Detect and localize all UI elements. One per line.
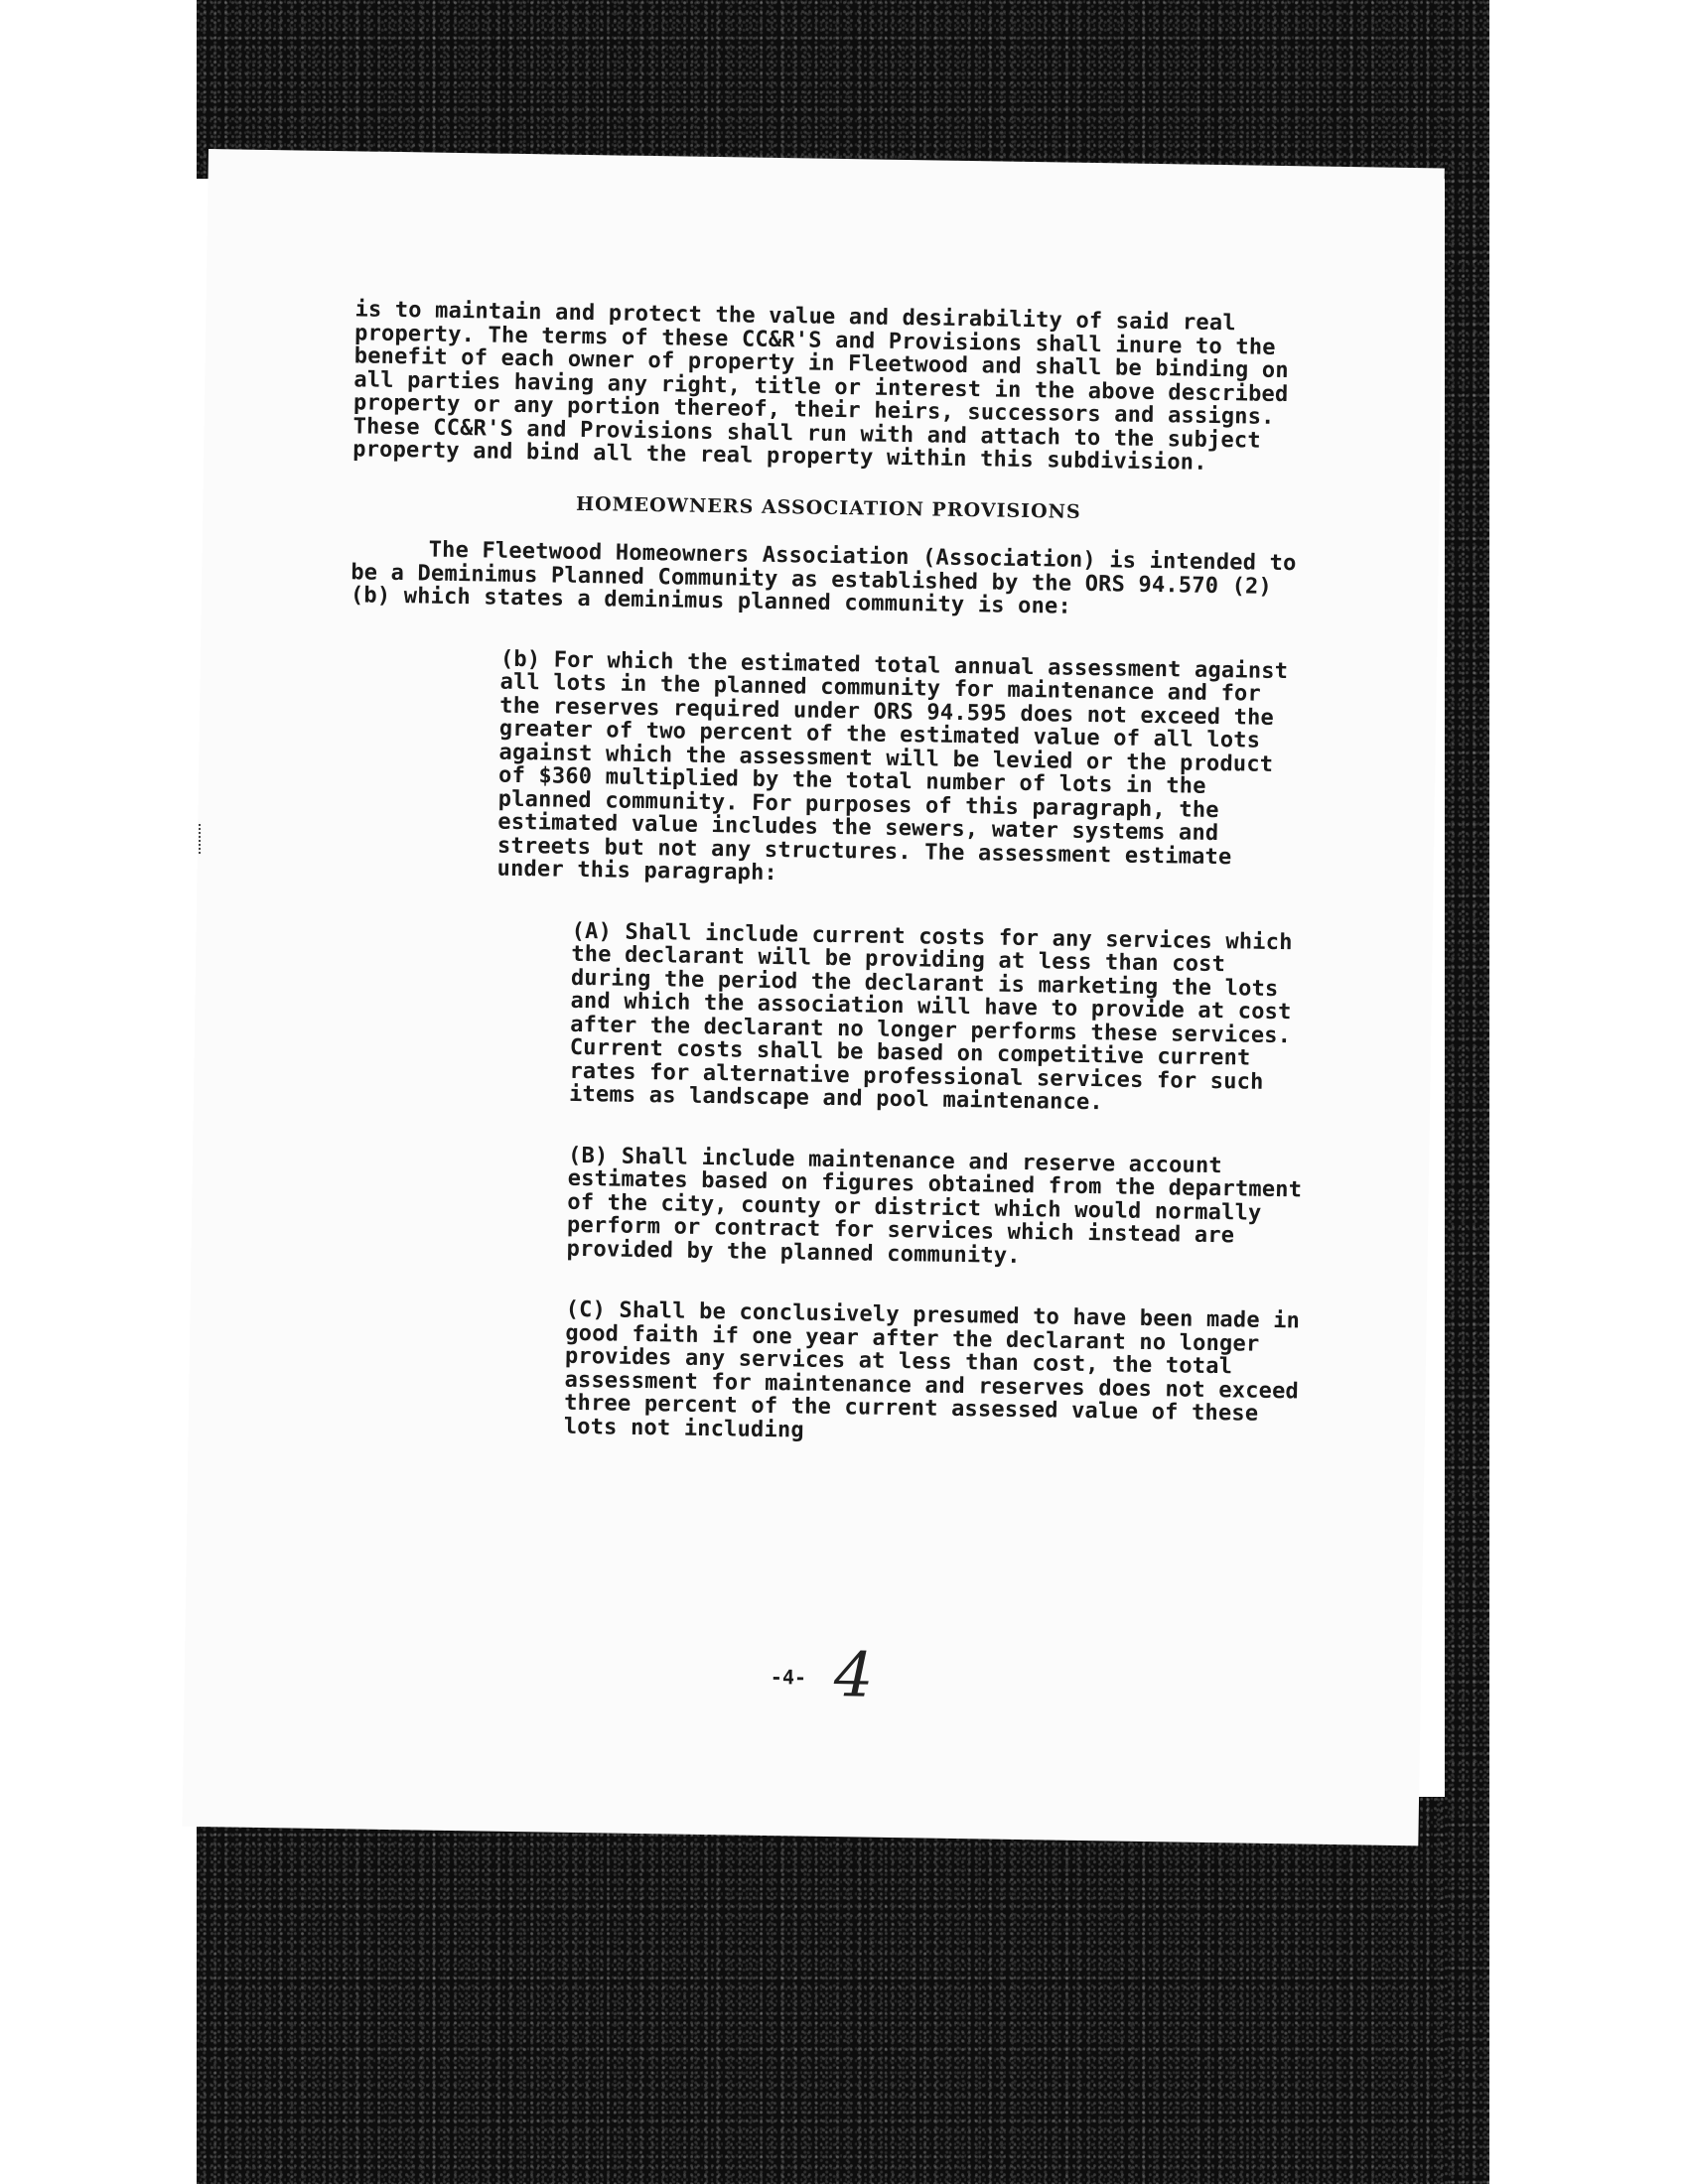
intro-paragraph: is to maintain and protect the value and desirability of said real property. The terms of these CC&R'S and Provisions shall inure to the benefit of each owner of property in Fleetwood and shall be binding on all parties having any right, title or interest in the above described property or any portion thereof, their heirs, successors and assigns. These CC&R'S and Provisions shall run with and attach to the subject property and bind all the real property within this subdivision. (352, 297, 1289, 476)
page-margin-right (1489, 0, 1688, 2184)
page-margin-left (0, 0, 197, 2184)
subsection-b: (b) For which the estimated total annual assessment against all lots in the planned community for maintenance and for the reserves required under ORS 94.595 does not exceed the greater of two percent of the estimated value of all lots against which the assessment will be levied or the product of $360 multiplied by the total number of lots in the planned community. For purposes of this paragraph, the estimated value includes the sewers, water systems and streets but not any structures. The assessment estimate under this paragraph: (496, 646, 1289, 887)
scan-artifact-marks (199, 824, 207, 854)
item-a: (A) Shall include current costs for any services which the declarant will be providing at less than cost during the period the declarant is marketing the lots and which the association will have to provide at cost after the declarant no longer performs these services. Current costs shall be based on competitive current rates for alternative professional services for such items as landscape and pool maintenance. (568, 918, 1293, 1116)
document-body (338, 298, 1309, 1449)
section-heading: HOMEOWNERS ASSOCIATION PROVISIONS (575, 492, 1081, 523)
scan-border-right (1445, 0, 1489, 2184)
association-paragraph: The Fleetwood Homeowners Association (Association) is intended to be a Deminimus Planned Community as established by the ORS 94.570 (2)(b) which states a deminimus planned community is one: (350, 537, 1297, 619)
item-b: (B) Shall include maintenance and reserve account estimates based on figures obtained from the department of the city, county or district which would normally perform or contract for services which instead are provided by the planned community. (566, 1143, 1303, 1269)
handwritten-page-number: 4 (833, 1638, 874, 1711)
scanned-sheet (182, 149, 1444, 1845)
item-c: (C) Shall be conclusively presumed to have been made in good faith if one year after the declarant no longer provides any services at less than cost, the total assessment for maintenance and reserves does not exceed three percent of the current assessed value of these lots not including (563, 1297, 1301, 1443)
scan-border-bottom (197, 1797, 1487, 2184)
page-number: -4- (770, 1665, 807, 1690)
